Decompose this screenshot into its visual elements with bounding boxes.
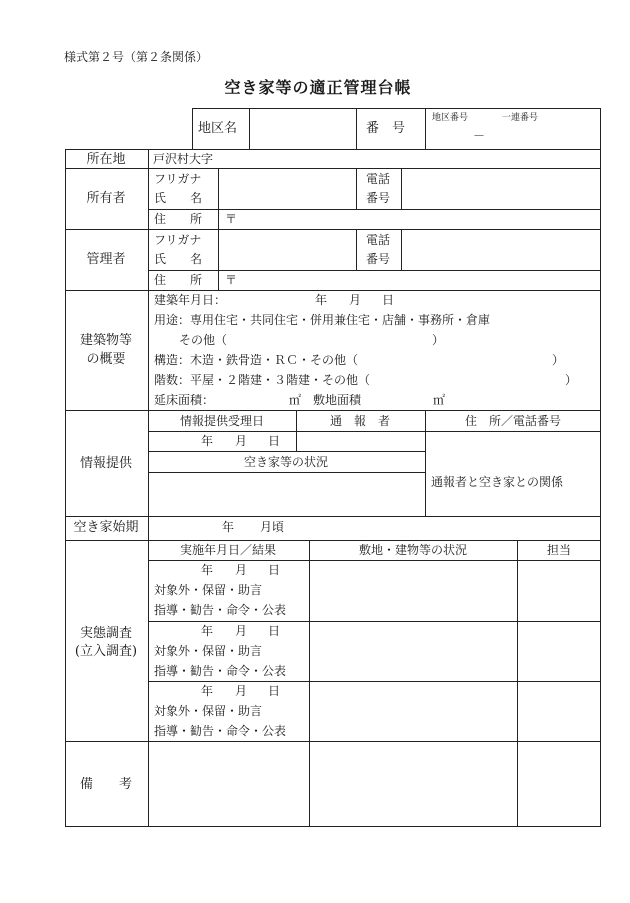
entry-month-label: 月: [235, 563, 248, 577]
survey-label-line-2: (立入調査): [74, 644, 138, 659]
built-month-label: 月: [349, 293, 362, 307]
entry-year-label: 年: [201, 624, 214, 638]
entry-day-label: 日: [268, 684, 281, 698]
floors-close: ）: [565, 373, 578, 387]
owner-name-label: 氏 名: [154, 191, 203, 205]
use-other-label: その他（: [179, 333, 228, 347]
entry-day-label: 日: [268, 624, 281, 638]
entry-month-label: 月: [235, 684, 248, 698]
col-status-header: 敷地・建物等の状況: [358, 543, 468, 557]
owner-phone-label-1: 電話: [366, 172, 391, 186]
relation-label: 通報者と空き家との関係: [431, 475, 564, 489]
info-year-label: 年: [201, 434, 214, 448]
use-other-close: ）: [432, 333, 445, 347]
address-phone-header: 住 所／電話番号: [464, 414, 562, 428]
owner-furigana-label: フリガナ: [154, 172, 202, 186]
entry-result-options-1: 対象外・保留・助言: [154, 644, 263, 658]
page-title: 空き家等の適正管理台帳: [224, 78, 412, 97]
received-date-header: 情報提供受理日: [179, 414, 265, 428]
manager-phone-label-2: 番号: [366, 252, 391, 266]
number-label: 番 号: [366, 121, 406, 136]
col-person-header: 担当: [546, 543, 572, 557]
building-label-line-2: の概要: [86, 352, 126, 367]
manager-label: 管理者: [86, 252, 126, 267]
entry-result-options-1: 対象外・保留・助言: [154, 583, 263, 597]
district-number-label: 地区番号: [432, 113, 469, 123]
floor-area-label: 延床面積：: [154, 393, 215, 407]
entry-result-options-2: 指導・勧告・命令・公表: [154, 724, 287, 738]
site-area-unit: ㎡: [433, 393, 446, 407]
manager-furigana-label: フリガナ: [154, 233, 202, 247]
owner-phone-label-2: 番号: [366, 191, 391, 205]
entry-year-label: 年: [201, 684, 214, 698]
owner-postal-mark: 〒: [225, 212, 238, 226]
floor-area-unit: ㎡: [289, 393, 302, 407]
built-date-label: 建築年月日：: [154, 293, 227, 307]
vacancy-start-label: 空き家始期: [73, 520, 139, 535]
site-area-label: 敷地面積: [313, 393, 362, 407]
col-date-result-header: 実施年月日／結果: [179, 543, 277, 557]
structure-close: ）: [552, 353, 565, 367]
manager-phone-label-1: 電話: [366, 233, 391, 247]
entry-result-options-1: 対象外・保留・助言: [154, 704, 263, 718]
info-month-label: 月: [235, 434, 248, 448]
owner-label: 所有者: [86, 191, 126, 206]
entry-month-label: 月: [235, 624, 248, 638]
informant-header: 通 報 者: [329, 414, 391, 428]
building-label-line-1: 建築物等: [79, 333, 133, 348]
built-year-label: 年: [315, 293, 328, 307]
info-label: 情報提供: [79, 456, 133, 471]
floors-options: 階数：平屋・２階建・３階建・その他（: [154, 373, 371, 387]
structure-options: 構造：木造・鉄骨造・ＲＣ・その他（: [154, 353, 359, 367]
use-options: 用途：専用住宅・共同住宅・併用兼住宅・店舗・事務所・倉庫: [154, 313, 491, 327]
manager-postal-mark: 〒: [225, 273, 238, 287]
info-day-label: 日: [268, 434, 281, 448]
remarks-label: 備 考: [79, 777, 133, 792]
number-dash: －: [473, 129, 486, 143]
district-label: 地区名: [198, 121, 238, 136]
form-number: 様式第２号（第２条関係）: [64, 50, 209, 64]
owner-address-label: 住 所: [154, 212, 203, 226]
vacancy-year-label: 年: [222, 520, 235, 534]
survey-label-line-1: 実態調査: [79, 626, 133, 641]
manager-name-label: 氏 名: [154, 252, 203, 266]
entry-year-label: 年: [201, 563, 214, 577]
entry-result-options-2: 指導・勧告・命令・公表: [154, 603, 287, 617]
entry-result-options-2: 指導・勧告・命令・公表: [154, 664, 287, 678]
serial-number-label: 一連番号: [502, 113, 539, 123]
status-header: 空き家等の状況: [243, 455, 329, 469]
vacancy-month-label: 月頃: [260, 520, 285, 534]
built-day-label: 日: [382, 293, 395, 307]
location-label: 所在地: [86, 152, 126, 167]
manager-address-label: 住 所: [154, 273, 203, 287]
location-value: 戸沢村大字: [153, 152, 214, 166]
entry-day-label: 日: [268, 563, 281, 577]
